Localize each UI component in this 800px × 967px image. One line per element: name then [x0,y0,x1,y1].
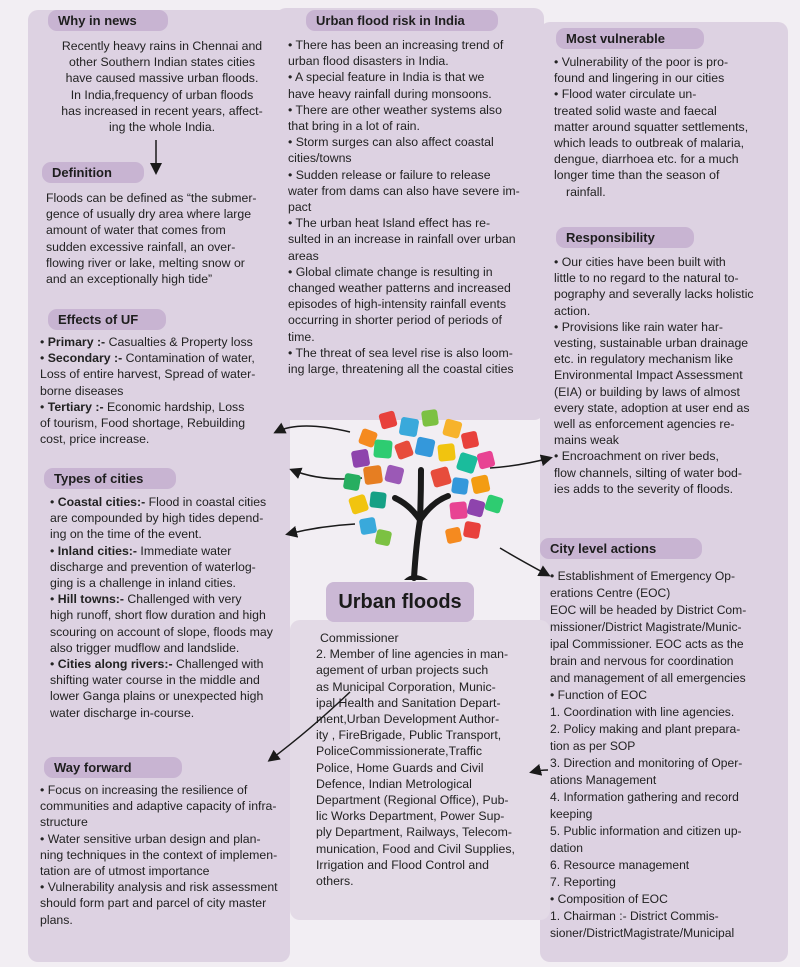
text-line: occurring in shorter period of periods of [288,313,502,328]
text-line: are compounded by high tides depend- [50,511,264,526]
text-line: action. [554,303,591,318]
list-item: • Tertiary :- Economic hardship, Loss [40,399,245,414]
item-text: Challenged with very [124,592,242,607]
text-line: ing large, threatening all the coastal cities [288,362,514,377]
text-line: PoliceCommissionerate,Traffic [316,744,483,759]
text-line: In India,frequency of urban floods [70,87,254,102]
urban-flood-risk-heading: Urban flood risk in India [306,10,498,31]
text-line: plans. [40,912,73,927]
text-line: also trigger mudflow and landslide. [50,640,240,655]
text-line: missioner/District Magistrate/Munic- [550,620,742,634]
text-line: brain and nervous for coordination [550,654,734,668]
text-line: ipal Commissioner. EOC acts as the [550,637,744,651]
text-line: • There has been an increasing trend of [288,38,504,52]
text-line: EOC will be headed by District Com- [550,603,747,617]
text-line: matter around squatter settlements, [554,119,749,134]
text-line: amount of water that comes from [46,223,226,238]
text-line: • Composition of EOC [550,892,668,906]
text-line: lower Ganga plains or unexpected high [50,689,264,704]
item-label: Primary :- [47,335,106,349]
way-forward-heading: Way forward [44,757,182,778]
responsibility-heading: Responsibility [556,227,694,248]
text-line: have caused massive urban floods. [65,71,259,86]
item-text: Casualties & Property loss [105,335,253,349]
text-line: Commissioner [320,631,399,645]
text-line: sioner/DistrictMagistrate/Municipal [550,926,735,940]
arrow-icon [288,524,355,534]
text-line: cost, price increase. [40,432,150,447]
text-line: 7. Reporting [550,875,616,889]
text-line: • Encroachment on river beds, [554,449,719,464]
text-line: should form part and parcel of city master [40,896,267,911]
text-line: treated solid waste and faecal [554,103,717,118]
text-line: ity , FireBrigade, Public Transport, [316,728,502,743]
text-line: areas [288,248,319,263]
list-item: • Hill towns:- Challenged with very [50,592,242,607]
arrow-icon [276,426,350,432]
text-line: pact [288,200,312,215]
text-line: etc. in regulatory mechanism like [554,352,734,367]
text-line: discharge and prevention of waterlog- [50,559,256,574]
text-line: little to no regard to the natural to- [554,271,739,286]
text-line: flow channels, silting of water bod- [554,465,742,480]
text-line: and management of all emergencies [550,671,746,685]
most-vulnerable-heading: Most vulnerable [556,28,704,49]
text-line: tation are of utmost importance [40,864,210,879]
text-line: which leads to outbreak of malaria, [554,136,745,151]
text-line: sulted in an increase in rainfall over urban [288,232,516,247]
text-line: mains weak [554,433,619,448]
text-line: of tourism, Food shortage, Rebuilding [40,416,246,431]
text-line: rainfall. [566,184,606,199]
text-line: • Our cities have been built with [554,255,726,269]
text-line: urban flood disasters in India. [288,54,449,69]
definition-heading: Definition [42,162,144,183]
text-line: vesting, sustainable urban drainage [554,336,749,351]
text-line: that bring in a lot of rain. [288,119,420,134]
item-label: Cities along rivers:- [57,657,173,672]
text-line: • Focus on increasing the resilience of [40,783,248,797]
text-line: 1. Chairman :- District Commis- [550,909,719,923]
text-line: as Municipal Corporation, Munic- [316,679,496,694]
item-text: Contamination of water, [122,351,255,366]
arrow-icon [490,458,550,468]
text-line: lic Works Department, Power Sup- [316,809,505,824]
text-line: dengue, diarrhoea etc. for a much [554,152,739,167]
arrow-icon [532,770,548,772]
text-line: Police, Home Guards and Civil [316,760,484,775]
text-line: ies adds to the severity of floods. [554,481,734,496]
item-text: Economic hardship, Loss [103,399,245,414]
text-line: 2. Member of line agencies in man- [316,647,509,662]
text-line: • Vulnerability analysis and risk assessment [40,880,278,895]
text-line: • The threat of sea level rise is also loom- [288,345,513,360]
text-line: pography and severally lacks holistic [554,287,754,302]
text-line: ing the whole India. [109,120,215,135]
text-line: well as enforcement agencies re- [554,417,735,432]
text-line: changed weather patterns and increased [288,281,511,296]
text-line: episodes of high-intensity rainfall events [288,297,507,312]
text-line: Recently heavy rains in Chennai and [61,39,263,53]
text-line: • Flood water circulate un- [554,87,697,102]
city-level-heading: City level actions [540,538,702,559]
text-line: agement of urban projects such [316,663,489,678]
list-item: • Primary :- Casualties & Property loss [40,335,253,349]
text-line: water discharge in-course. [50,705,195,720]
text-line: ipal Health and Sanitation Depart- [316,695,501,710]
item-label: Hill towns:- [57,592,124,607]
text-line: borne diseases [40,383,124,398]
text-line: • A special feature in India is that we [288,70,485,85]
text-line: Floods can be defined as “the submer- [46,191,257,205]
text-line: ations Management [550,773,657,787]
effects-heading: Effects of UF [48,309,166,330]
text-line: scouring on account of slope, floods may [50,624,273,639]
text-line: dation [550,841,583,855]
text-line: flowing river or lake, melting snow or [46,255,245,270]
types-heading: Types of cities [44,468,176,489]
text-line: every state, adoption at user end as [554,400,750,415]
why-in-news-heading: Why in news [48,10,168,31]
list-item: • Coastal cities:- Flood in coastal cities [50,495,267,509]
text-line: Loss of entire harvest, Spread of water- [40,367,256,382]
text-line: communities and adaptive capacity of infra- [40,799,277,814]
text-line: others. [316,874,354,889]
text-line: tion as per SOP [550,739,636,753]
text-line: • Water sensitive urban design and plan- [40,831,261,846]
item-text: Immediate water [137,543,232,558]
text-line: ply Department, Railways, Telecom- [316,825,512,840]
text-line: Irrigation and Flood Control and [316,857,489,872]
text-line: • Storm surges can also affect coastal [288,135,494,150]
text-line: • Sudden release or failure to release [288,167,491,182]
text-line: sudden excessive rainfall, an over- [46,239,236,254]
text-line: • The urban heat Island effect has re- [288,216,491,231]
text-line: • Provisions like rain water har- [554,319,724,334]
text-line: cities/towns [288,151,352,166]
text-line: erations Centre (EOC) [550,586,671,600]
text-line: water from dams can also have severe im- [288,183,520,198]
text-line: 5. Public information and citizen up- [550,824,742,838]
text-line: 4. Information gathering and record [550,790,739,804]
item-text: Challenged with [172,657,264,672]
page-title: Urban floods [326,582,474,622]
text-line: • There are other weather systems also [288,102,502,117]
text-line: other Southern Indian states cities [69,55,255,70]
text-line: longer time than the season of [554,168,720,183]
text-line: high runoff, short flow duration and high [50,608,266,623]
text-line: 1. Coordination with line agencies. [550,705,735,719]
text-line: time. [288,329,315,344]
text-line: Department (Regional Office), Pub- [316,793,509,808]
list-item: • Inland cities:- Immediate water [50,543,232,558]
text-line: ging is a challenge in inland cities. [50,576,236,591]
item-text: Flood in coastal cities [145,495,267,509]
text-line: found and lingering in our cities [554,71,725,86]
item-label: Secondary :- [47,351,123,366]
text-line: 3. Direction and monitoring of Oper- [550,756,743,770]
text-line: shifting water course in the middle and [50,673,260,688]
text-line: structure [40,815,88,830]
text-line: ment,Urban Development Author- [316,712,500,727]
text-line: ing on the time of the event. [50,527,202,542]
text-line: • Vulnerability of the poor is pro- [554,55,729,69]
text-line: ning techniques in the context of implemen- [40,847,278,862]
text-line: • Global climate change is resulting in [288,264,493,279]
text-line: munication, Food and Civil Supplies, [316,841,515,856]
text-line: and an exceptionally high tide” [46,272,213,287]
text-line: 2. Policy making and plant prepara- [550,722,741,736]
text-line: Environmental Impact Assessment [554,368,743,383]
arrow-icon [270,692,350,760]
text-line: have heavy rainfall during monsoons. [288,86,492,101]
text-line: • Function of EOC [550,688,647,702]
text-line: has increased in recent years, affect- [61,103,263,118]
item-label: Inland cities:- [57,543,137,558]
text-line: gence of usually dry area where large [46,207,252,222]
list-item: • Secondary :- Contamination of water, [40,351,255,366]
text-line: keeping [550,807,593,821]
text-line: 6. Resource management [550,858,690,872]
arrow-icon [500,548,548,575]
text-line: (EIA) or building by laws of almost [554,384,740,399]
list-item: • Cities along rivers:- Challenged with [50,657,264,672]
item-label: Tertiary :- [47,399,104,414]
item-label: Coastal cities:- [57,495,146,509]
text-line: Defence, Indian Metrological [316,776,472,791]
text-line: • Establishment of Emergency Op- [550,569,736,583]
